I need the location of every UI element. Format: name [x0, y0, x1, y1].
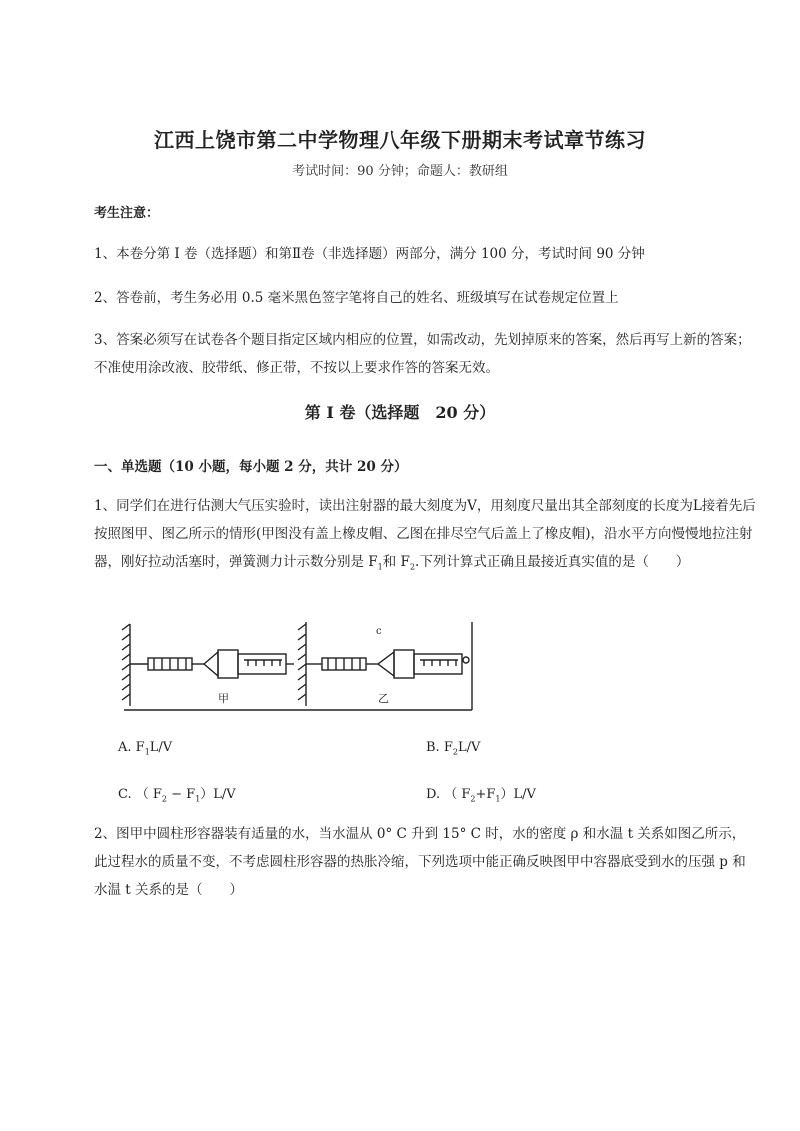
option-d-mid: +F: [475, 787, 496, 802]
figure-label-yi: 乙: [378, 692, 389, 705]
notice-item-2: 2、答卷前，考生务必用 0.5 毫米黑色签字笔将自己的姓名、班级填写在试卷规定位置上: [94, 290, 619, 306]
option-b-prefix: B. F: [426, 740, 453, 755]
section-title: 第 I 卷（选择题 20 分）: [304, 403, 496, 422]
option-a-prefix: A. F: [118, 740, 145, 755]
option-c-suffix: ）L/V: [200, 787, 236, 802]
wall-middle: [298, 622, 306, 706]
part-heading: 一、单选题（10 小题，每小题 2 分，共计 20 分）: [94, 459, 408, 475]
question-2-text: 2、图甲中圆柱形容器装有适量的水，当水温从 0° C 升到 15° C 时，水的密度 ρ 和水温 t 关系如图乙所示，此过程水的质量不变，不考虑圆柱形容器的热胀冷缩，下列选项中能正确反映图甲中容器底受到水的压强 p 和水温 t 关系的是（ ）: [94, 826, 746, 898]
option-c-sub1: 2: [161, 794, 167, 804]
apparatus-yi: [306, 650, 469, 678]
option-d-prefix: D. （ F: [426, 787, 471, 802]
page-title: 江西上饶市第二中学物理八年级下册期末考试章节练习: [154, 128, 646, 152]
question-1-text: [94, 492, 756, 582]
option-c-prefix: C. （ F: [118, 787, 162, 802]
option-d-suffix: ）L/V: [500, 787, 536, 802]
option-d[interactable]: [426, 783, 536, 804]
option-b[interactable]: [426, 740, 480, 757]
question-1-text-e: .下列计算式正确且最接近真实值的是（ ）: [415, 554, 690, 570]
question-1-text-a: 1、同学们在进行估测大气压实验时，读出注射器的最大刻度为V，用刻度尺量出其全部刻度的长度为L接着先后按照图甲、图乙所示的情形(甲图没有盖上橡皮帽、乙图在排尽空气后盖上了橡皮帽)，沿水平方向慢慢地拉注射器，刚好拉动活塞时，弹簧测力计示数分别是 F: [94, 498, 756, 570]
option-b-suffix: L/V: [457, 740, 481, 755]
exam-info: 考试时间：90 分钟；命题人：教研组: [292, 164, 508, 179]
notice-item-1: 1、本卷分第 I 卷（选择题）和第Ⅱ卷（非选择题）两部分，满分 100 分，考试时间 90 分钟: [94, 246, 645, 262]
question-1-text-c: 和 F: [382, 554, 410, 570]
syringe-experiment-figure: [118, 620, 474, 712]
figure-label-jia: 甲: [218, 692, 229, 705]
option-c-mid: − F: [167, 787, 196, 802]
option-d-sub2: 1: [495, 794, 501, 804]
apparatus-jia: [130, 650, 294, 678]
f1-subscript: 1: [377, 562, 383, 572]
option-c-sub2: 1: [195, 794, 201, 804]
f2-subscript: 2: [409, 562, 416, 572]
notice-item-3: 3、答案必须写在试卷各个题目指定区域内相应的位置，如需改动，先划掉原来的答案，然后再写上新的答案；不准使用涂改液、胶带纸、修正带，不按以上要求作答的答案无效。: [94, 332, 751, 376]
option-a-suffix: L/V: [149, 740, 173, 755]
option-d-sub1: 2: [470, 794, 476, 804]
notice-heading: 考生注意：: [94, 206, 160, 221]
wall-left: [122, 624, 130, 706]
figure-label-c: c: [376, 626, 382, 637]
option-b-sub: 2: [452, 747, 458, 757]
option-a-sub: 1: [144, 747, 150, 757]
option-a[interactable]: [118, 740, 172, 757]
option-c[interactable]: [118, 783, 236, 804]
